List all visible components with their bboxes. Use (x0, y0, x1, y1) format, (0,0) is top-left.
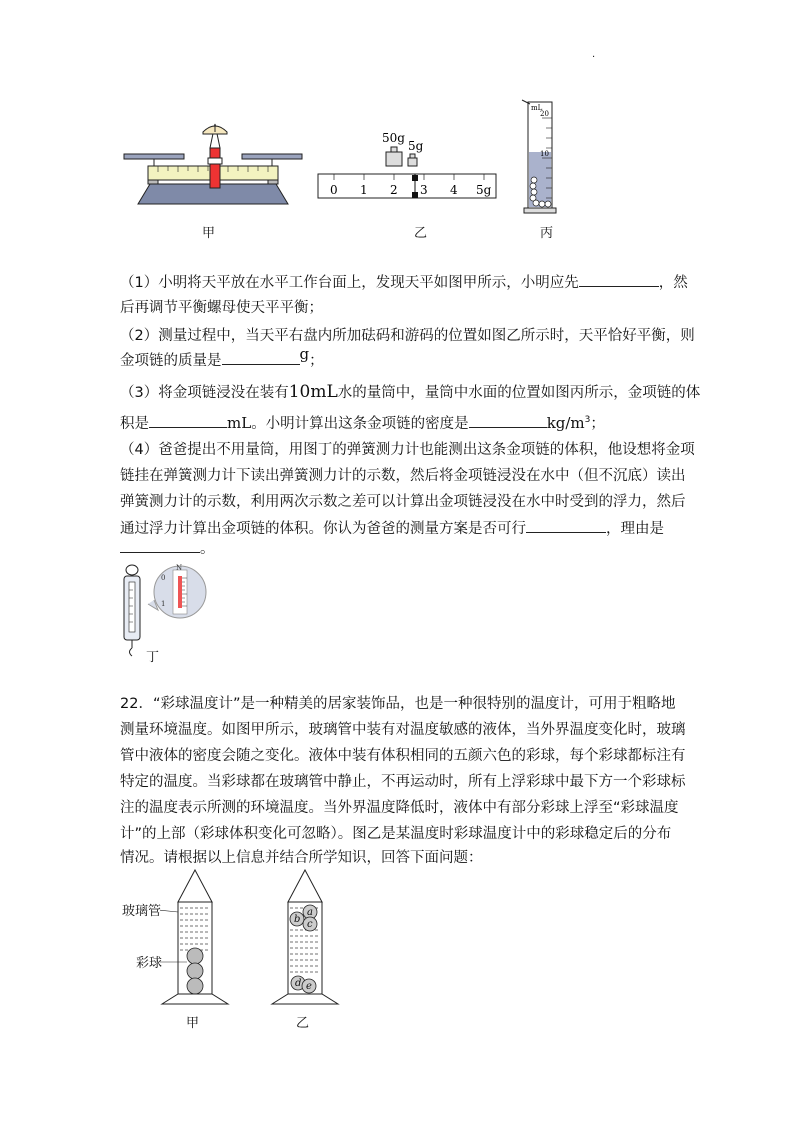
ruler-tick: 0 (330, 183, 338, 197)
q22-line: 特定的温度。当彩球都在玻璃管中静止，不再运动时，所有上浮彩球中最下方一个彩球标 (120, 774, 686, 790)
ruler-tick: 1 (360, 183, 368, 197)
caption-yi: 乙 (414, 226, 428, 241)
q4-line2: 链挂在弹簧测力计下读出弹簧测力计的示数，然后将金项链浸没在水中（但不沉底）读出 (120, 468, 686, 484)
label-glass-tube: 玻璃管 (122, 904, 162, 919)
answer-blank[interactable] (149, 413, 227, 428)
dial-mark: 1 (161, 600, 166, 608)
cylinder-unit: mL (531, 104, 543, 112)
ruler-tick: 4 (450, 183, 458, 197)
weights-ruler-figure (312, 128, 502, 206)
thermometer-yi-figure (270, 868, 340, 1008)
q3-line1: （3）将金项链浸没在装有10mL水的量筒中，量筒中水面的位置如图丙所示，金项链的体 (120, 382, 701, 402)
answer-blank[interactable] (120, 538, 200, 553)
q1-line2: 后再调节平衡螺母使天平平衡； (120, 300, 323, 316)
weight-small-label: 5g (408, 139, 424, 153)
q1-line1: （1）小明将天平放在水平工作台面上，发现天平如图甲所示，小明应先 ，然 (120, 272, 688, 293)
answer-blank[interactable] (222, 350, 300, 365)
cylinder-mark: 20 (540, 110, 549, 118)
q22-line: 注的温度表示所测的环境温度。当外界温度降低时，液体中有部分彩球上浮至“彩球温度 (120, 800, 679, 816)
ruler-tick: 3 (420, 183, 428, 197)
caption-ding: 丁 (146, 650, 160, 665)
thermometer-jia-figure (160, 868, 230, 1008)
ball-label-d: d (295, 978, 302, 989)
ball-label-e: e (306, 981, 312, 992)
spring-scale-figure (118, 560, 218, 660)
q22-line: 计”的上部（彩球体积变化可忽略）。图乙是某温度时彩球温度计中的彩球稳定后的分布 (120, 826, 672, 842)
q4-line5: 。 (120, 538, 215, 559)
answer-blank[interactable] (526, 518, 606, 533)
q22-line: 22．“彩球温度计”是一种精美的居家装饰品，也是一种很特别的温度计，可用于粗略地 (120, 696, 676, 712)
q4-line4: 通过浮力计算出金项链的体积。你认为爸爸的测量方案是否可行 ，理由是 (120, 518, 664, 539)
label-colored-ball: 彩球 (136, 956, 163, 971)
caption-bing: 丙 (540, 226, 554, 241)
dial-unit: N (176, 564, 183, 572)
caption-q22-jia: 甲 (186, 1016, 200, 1031)
ball-label-c: c (307, 919, 313, 930)
weight-big-label: 50g (382, 131, 405, 145)
answer-blank[interactable] (469, 413, 547, 428)
caption-q22-yi: 乙 (296, 1016, 310, 1031)
ball-label-b: b (294, 914, 301, 925)
q2-line2: 金项链的质量是 g； (120, 345, 324, 369)
dial-mark: 0 (161, 574, 166, 582)
q22-line: 测量环境温度。如图甲所示，玻璃管中装有对温度敏感的液体，当外界温度变化时，玻璃 (120, 722, 686, 738)
q2-line1: （2）测量过程中，当天平右盘内所加砝码和游码的位置如图乙所示时，天平恰好平衡，则 (120, 328, 695, 344)
q22-line: 情况。请根据以上信息并结合所学知识，回答下面问题： (120, 850, 483, 866)
cylinder-figure (512, 96, 562, 216)
balance-figure (118, 118, 308, 210)
q22-line: 管中液体的密度会随之变化。液体中装有体积相同的五颜六色的彩球，每个彩球都标注有 (120, 748, 686, 764)
caption-jia: 甲 (202, 226, 216, 241)
page-mark: · (592, 52, 596, 63)
ruler-tick: 5g (476, 183, 492, 197)
q4-line1: （4）爸爸提出不用量筒，用图丁的弹簧测力计也能测出这条金项链的体积，他设想将金项 (120, 442, 695, 458)
ruler-tick: 2 (390, 183, 398, 197)
ball-label-a: a (307, 907, 313, 918)
answer-blank[interactable] (579, 272, 659, 287)
q3-line2: 积是 mL。小明计算出这条金项链的密度是 $kg/m^3$； (120, 413, 605, 432)
q4-line3: 弹簧测力计的示数，利用两次示数之差可以计算出金项链浸没在水中时受到的浮力，然后 (120, 494, 686, 510)
cylinder-mark: 10 (540, 150, 549, 158)
